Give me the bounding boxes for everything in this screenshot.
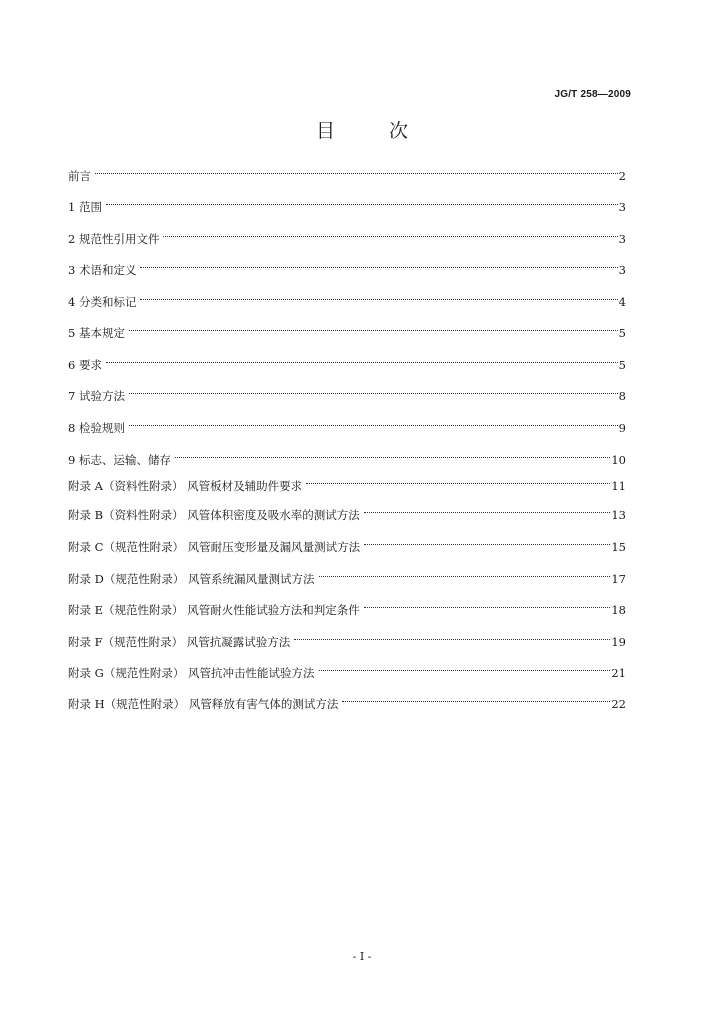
toc-entry-label: 附录 B（资料性附录） 风管体积密度及吸水率的测试方法 bbox=[68, 505, 364, 525]
toc-entry-page: 5 bbox=[618, 326, 626, 340]
toc-entry-classification[interactable] bbox=[68, 286, 626, 309]
toc-dot-leader bbox=[342, 688, 610, 708]
toc-entry-foreword[interactable] bbox=[68, 160, 626, 183]
toc-entry-label: 3 术语和定义 bbox=[68, 260, 140, 280]
toc-entry-scope[interactable] bbox=[68, 191, 626, 214]
toc-entry-annex-h[interactable] bbox=[68, 688, 626, 711]
toc-dot-leader bbox=[319, 563, 611, 583]
toc-entry-label: 附录 A（资料性附录） 风管板材及辅助件要求 bbox=[68, 476, 306, 496]
toc-entry-terms-definitions[interactable] bbox=[68, 254, 626, 277]
toc-dot-leader bbox=[95, 160, 618, 180]
toc-entry-annex-a[interactable] bbox=[68, 470, 626, 493]
toc-dot-leader bbox=[364, 594, 611, 614]
toc-entry-label: 附录 E（规范性附录） 风管耐火性能试验方法和判定条件 bbox=[68, 600, 364, 620]
toc-entry-page: 13 bbox=[611, 508, 626, 522]
standard-code: JG/T 258—2009 bbox=[554, 89, 631, 100]
toc-entry-annex-c[interactable] bbox=[68, 531, 626, 554]
toc-entry-page: 10 bbox=[611, 453, 626, 467]
toc-dot-leader bbox=[140, 286, 617, 306]
toc-dot-leader bbox=[140, 254, 617, 274]
toc-entry-annex-d[interactable] bbox=[68, 563, 626, 586]
toc-entry-label: 7 试验方法 bbox=[68, 386, 129, 406]
toc-entry-marking-transport-storage[interactable] bbox=[68, 444, 626, 467]
toc-entry-page: 15 bbox=[611, 540, 626, 554]
toc-dot-leader bbox=[319, 657, 611, 677]
toc-entry-page: 19 bbox=[611, 635, 626, 649]
toc-entry-page: 2 bbox=[618, 169, 626, 183]
toc-entry-label: 1 范围 bbox=[68, 197, 106, 217]
toc-entry-annex-f[interactable] bbox=[68, 626, 626, 649]
toc-dot-leader bbox=[163, 223, 617, 243]
toc-entry-label: 4 分类和标记 bbox=[68, 292, 140, 312]
toc-dot-leader bbox=[106, 349, 618, 369]
toc-entry-normative-references[interactable] bbox=[68, 223, 626, 246]
toc-entry-label: 5 基本规定 bbox=[68, 323, 129, 343]
toc-dot-leader bbox=[106, 191, 618, 211]
toc-entry-label: 前言 bbox=[68, 166, 95, 186]
toc-entry-label: 附录 D（规范性附录） 风管系统漏风量测试方法 bbox=[68, 569, 319, 589]
toc-dot-leader bbox=[129, 380, 618, 400]
toc-dot-leader bbox=[294, 626, 610, 646]
toc-entry-label: 8 检验规则 bbox=[68, 418, 129, 438]
toc-entry-page: 22 bbox=[611, 697, 626, 711]
toc-entry-label: 9 标志、运输、储存 bbox=[68, 450, 175, 470]
toc-entry-page: 8 bbox=[618, 389, 626, 403]
toc-entry-annex-b[interactable] bbox=[68, 499, 626, 522]
toc-entry-page: 5 bbox=[618, 358, 626, 372]
toc-entry-label: 附录 G（规范性附录） 风管抗冲击性能试验方法 bbox=[68, 663, 319, 683]
toc-entry-requirements[interactable] bbox=[68, 349, 626, 372]
toc-entry-label: 附录 H（规范性附录） 风管释放有害气体的测试方法 bbox=[68, 694, 342, 714]
toc-entry-page: 9 bbox=[618, 421, 626, 435]
page-number: - I - bbox=[352, 950, 372, 963]
toc-entry-test-methods[interactable] bbox=[68, 380, 626, 403]
toc-entry-page: 17 bbox=[611, 572, 626, 586]
page-title: 目 次 bbox=[315, 120, 433, 142]
toc-dot-leader bbox=[175, 444, 610, 464]
toc-entry-annex-e[interactable] bbox=[68, 594, 626, 617]
toc-entry-page: 3 bbox=[618, 263, 626, 277]
toc-dot-leader bbox=[129, 317, 618, 337]
toc-dot-leader bbox=[364, 499, 611, 519]
toc-entry-page: 3 bbox=[618, 200, 626, 214]
toc-dot-leader bbox=[306, 470, 610, 490]
toc-entry-page: 21 bbox=[611, 666, 626, 680]
toc-entry-page: 3 bbox=[618, 232, 626, 246]
toc-dot-leader bbox=[364, 531, 610, 551]
toc-entry-page: 4 bbox=[618, 295, 626, 309]
toc-entry-label: 附录 F（规范性附录） 风管抗凝露试验方法 bbox=[68, 632, 294, 652]
toc-entry-label: 6 要求 bbox=[68, 355, 106, 375]
toc-entry-label: 2 规范性引用文件 bbox=[68, 229, 163, 249]
toc-entry-label: 附录 C（规范性附录） 风管耐压变形量及漏风量测试方法 bbox=[68, 537, 364, 557]
toc-dot-leader bbox=[129, 412, 618, 432]
toc-entry-page: 18 bbox=[611, 603, 626, 617]
toc-entry-basic-provisions[interactable] bbox=[68, 317, 626, 340]
toc-entry-page: 11 bbox=[611, 479, 626, 493]
toc-entry-inspection-rules[interactable] bbox=[68, 412, 626, 435]
toc-entry-annex-g[interactable] bbox=[68, 657, 626, 680]
